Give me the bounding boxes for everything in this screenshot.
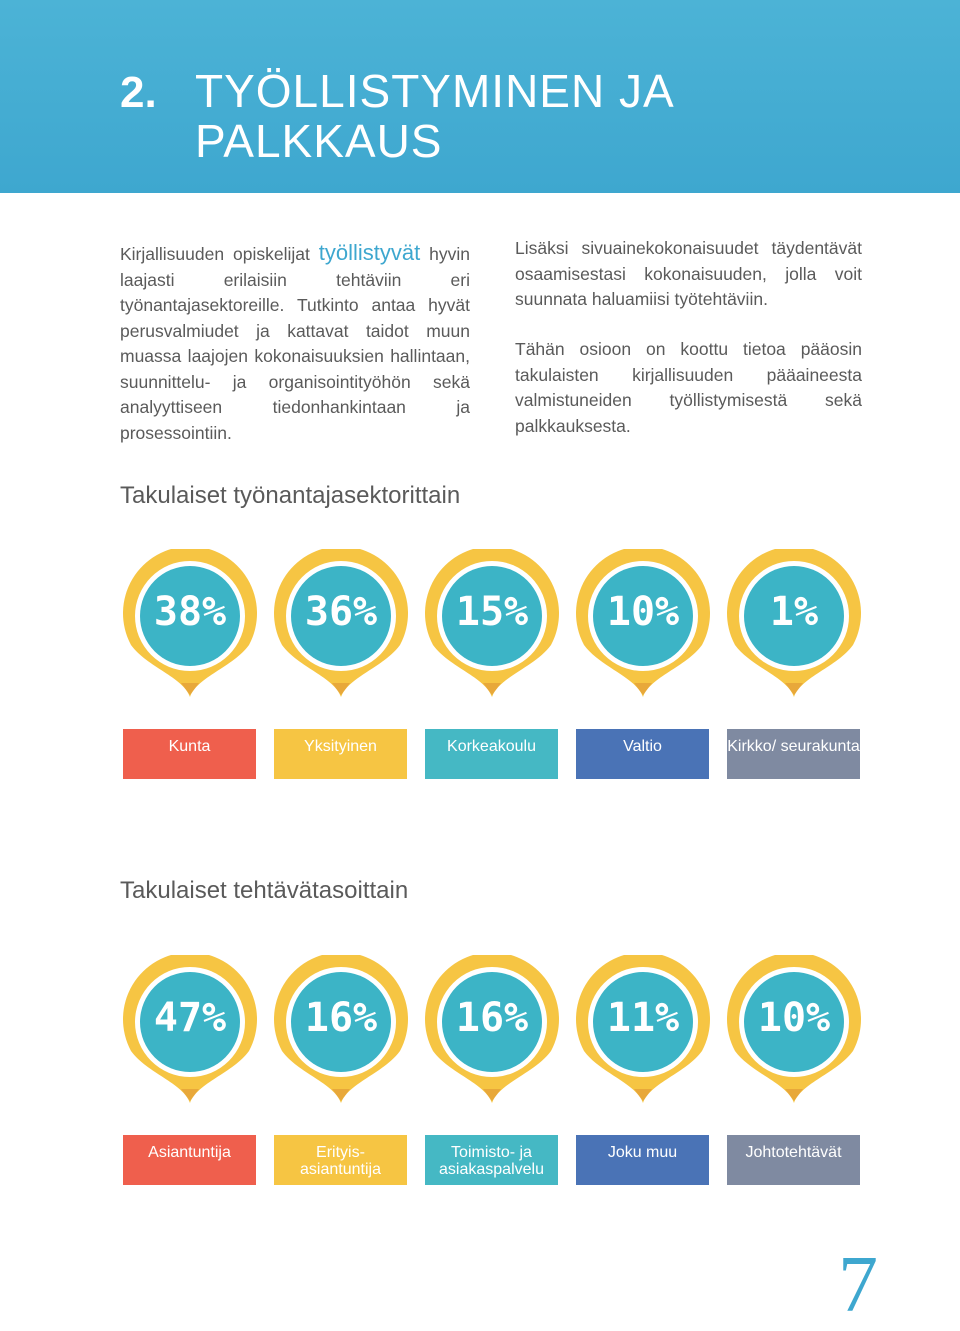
pin-marker xyxy=(123,955,257,1105)
pin-value: 11% xyxy=(606,995,680,1041)
pin-marker xyxy=(727,549,861,699)
chapter-title: TYÖLLISTYMINEN JA PALKKAUS xyxy=(195,65,673,167)
intro-highlight: työllistyvät xyxy=(318,240,421,265)
pin-marker xyxy=(274,549,408,699)
pin-value: 10% xyxy=(757,995,831,1041)
page-number: 7 xyxy=(838,1241,878,1329)
pin-value: 16% xyxy=(455,995,529,1041)
pin-marker xyxy=(425,955,559,1105)
intro-right-paragraph-1: Lisäksi sivuainekokonaisuudet täydentävät osaamisestasi kokonaisuuden, jolla voit suunnata haluamiisi työtehtäviin. xyxy=(515,238,862,309)
pin-marker xyxy=(123,549,257,699)
header-banner xyxy=(0,0,960,193)
intro-rest: hyvin laajasti erilaisiin tehtäviin eri työnantajasektoreille. Tutkinto antaa hyvät perusvalmiudet ja kattavat taidot muun muassa laajojen kokonaisuuksien hallintaan, suunnittelu- ja organisointityöhön sekä analyyttiseen tiedonhankintaan ja prosessointiin. xyxy=(120,244,470,443)
pin-value: 16% xyxy=(304,995,378,1041)
pin-marker xyxy=(727,955,861,1105)
category-label: Johtotehtävät xyxy=(727,1135,860,1185)
category-label: Yksityinen xyxy=(274,729,407,779)
category-label: Erityis- asiantuntija xyxy=(274,1135,407,1185)
pin-value: 1% xyxy=(769,589,819,635)
category-label: Asiantuntija xyxy=(123,1135,256,1185)
task-pin-row xyxy=(0,955,960,1105)
sector-pin-row xyxy=(0,549,960,699)
pin-marker xyxy=(274,955,408,1105)
intro-right-paragraph-2: Tähän osioon on koottu tietoa pääosin takulaisten kirjallisuuden pääaineesta valmistuneiden työllistymisestä sekä palkkauksesta. xyxy=(515,339,862,436)
pin-value: 10% xyxy=(606,589,680,635)
category-label: Kirkko/ seurakunta xyxy=(727,729,860,779)
category-label: Korkeakoulu xyxy=(425,729,558,779)
pin-value: 38% xyxy=(153,589,227,635)
category-label: Valtio xyxy=(576,729,709,779)
category-label: Kunta xyxy=(123,729,256,779)
chapter-number: 2. xyxy=(120,68,157,117)
pin-value: 47% xyxy=(153,995,227,1041)
category-label: Toimisto- ja asiakaspalvelu xyxy=(425,1135,558,1185)
pin-value: 15% xyxy=(455,589,529,635)
pin-value: 36% xyxy=(304,589,378,635)
sector-chart-title: Takulaiset työnantajasektorittain xyxy=(120,482,461,509)
task-chart-title: Takulaiset tehtävätasoittain xyxy=(120,877,409,904)
category-label: Joku muu xyxy=(576,1135,709,1185)
intro-left-paragraph xyxy=(120,240,470,446)
pin-marker xyxy=(576,955,710,1105)
pin-marker xyxy=(425,549,559,699)
pin-marker xyxy=(576,549,710,699)
intro-lead: Kirjallisuuden opiskelijat xyxy=(120,244,310,264)
